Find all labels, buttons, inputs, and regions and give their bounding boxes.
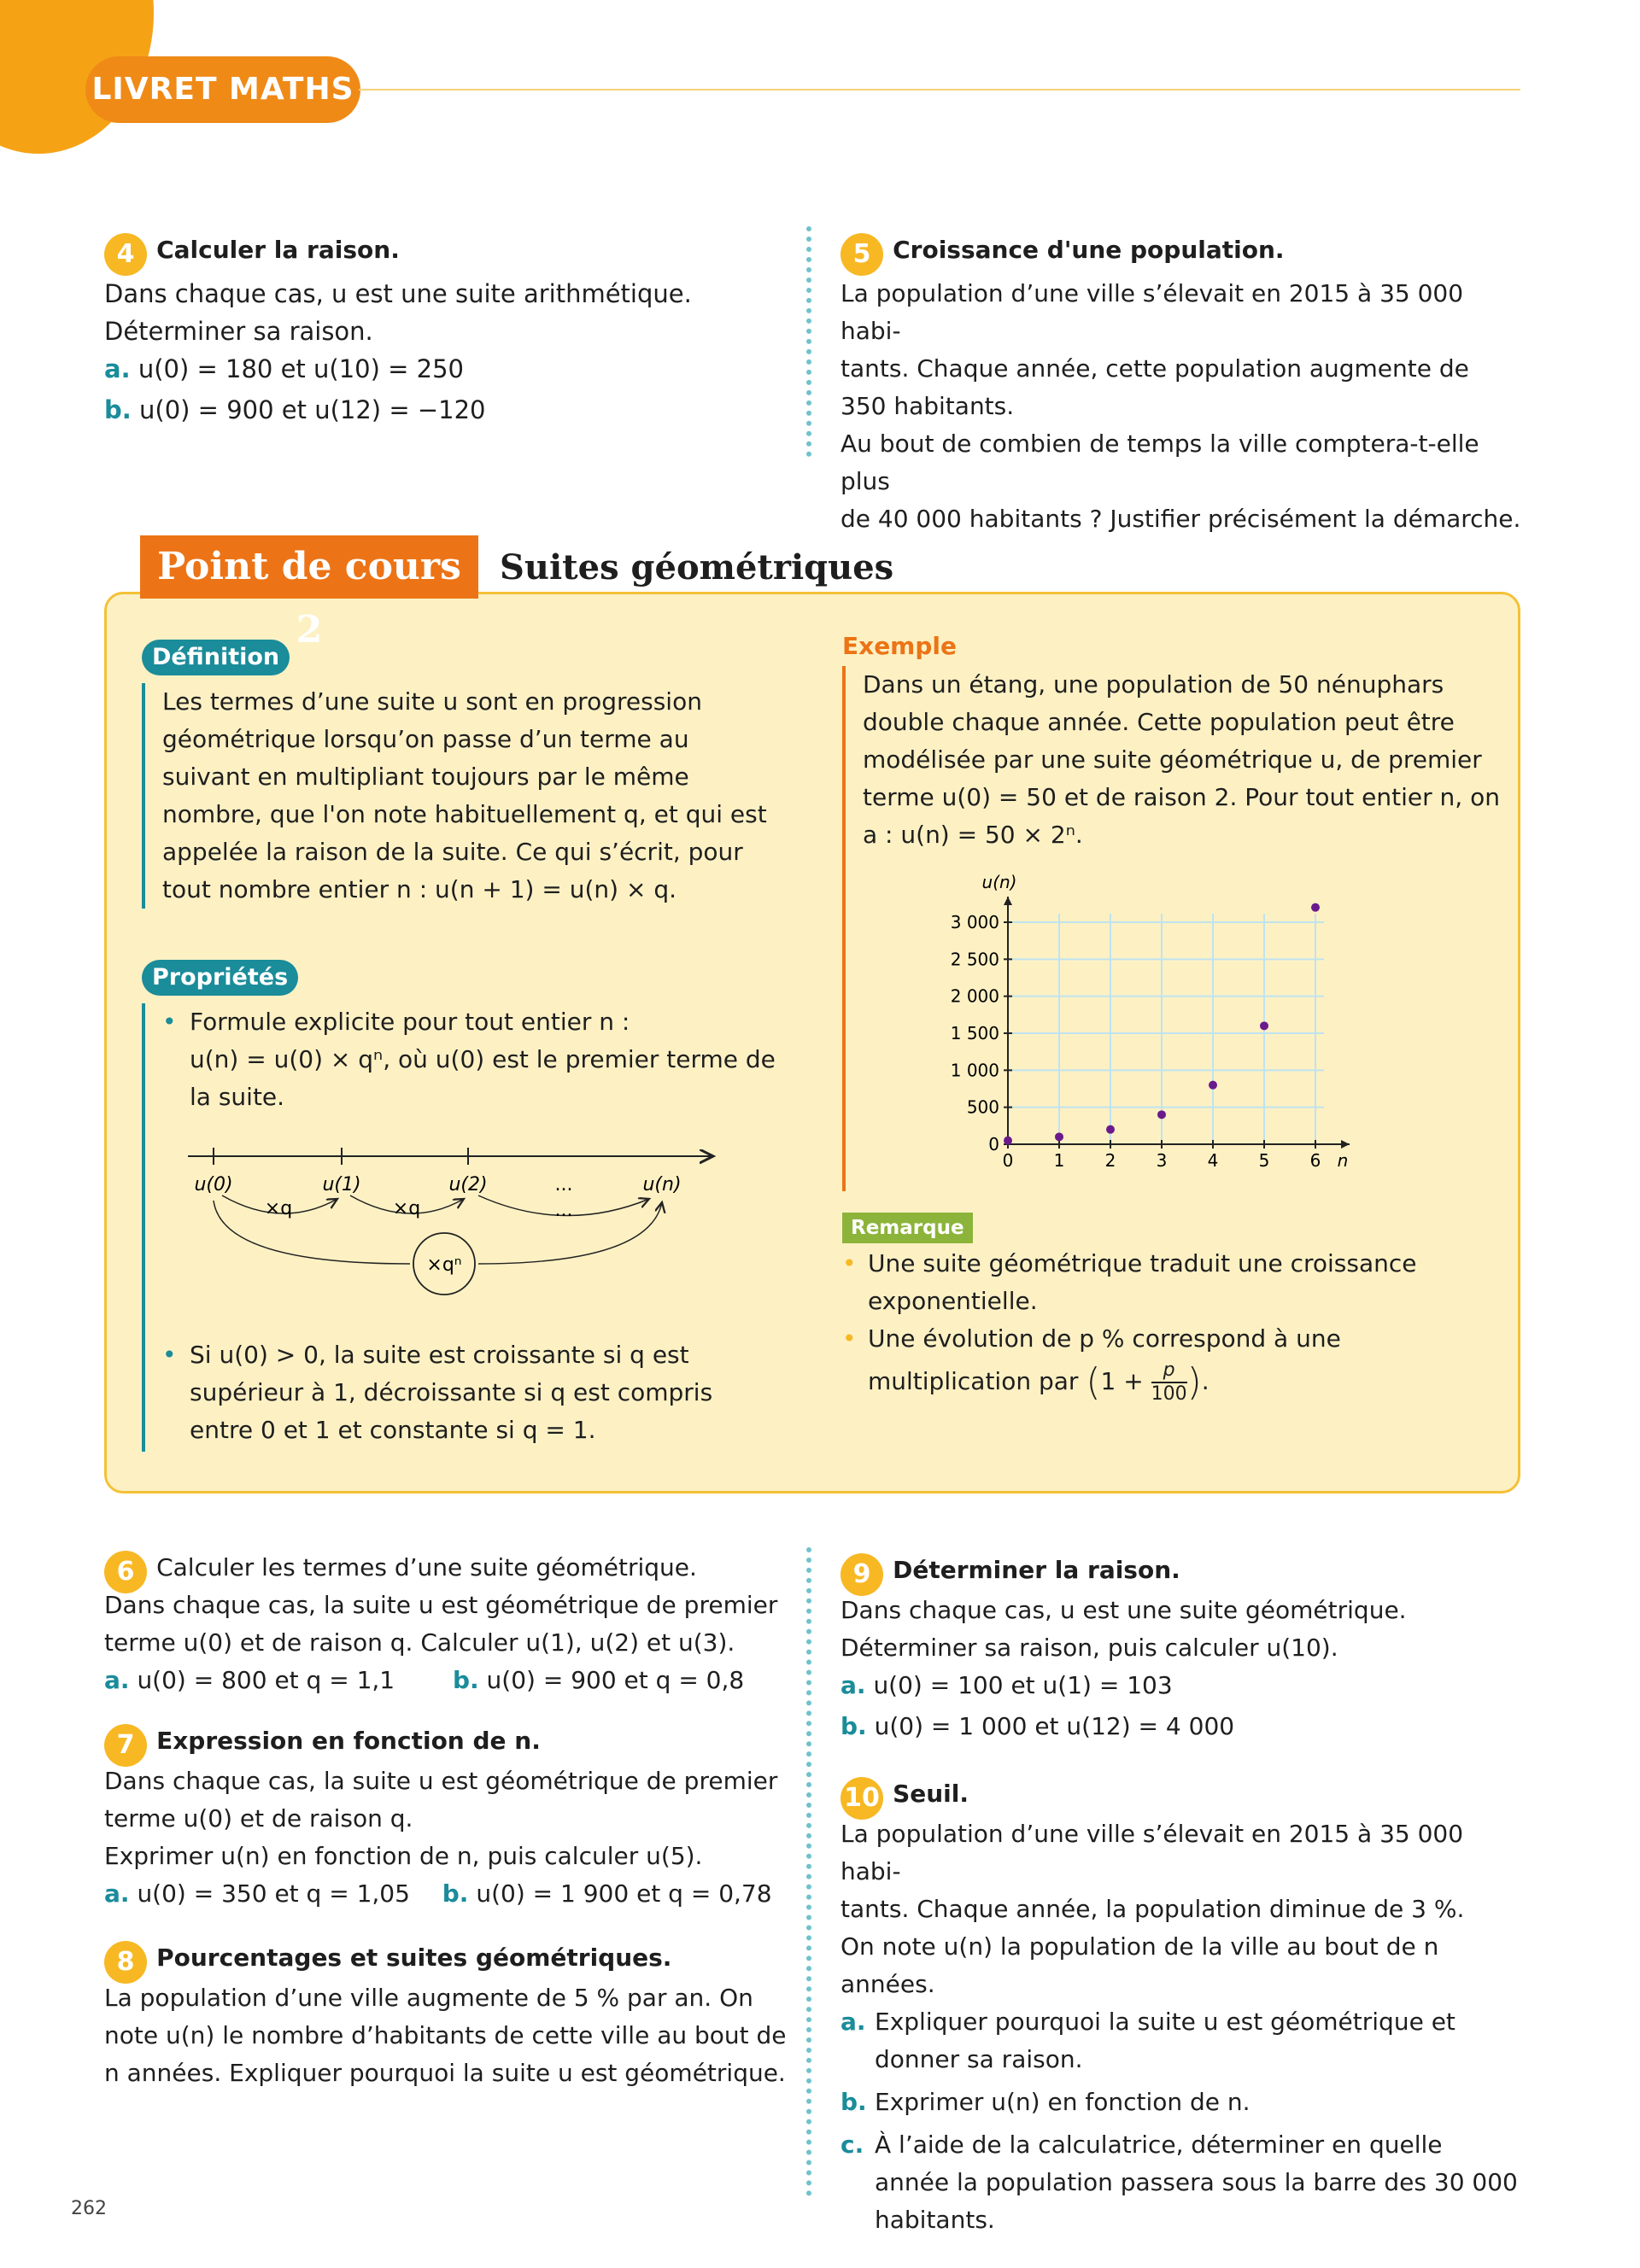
x-axis-label: n bbox=[1337, 1150, 1349, 1171]
bullet-icon: • bbox=[842, 1249, 857, 1277]
text-line: terme u(0) et de raison q. bbox=[104, 1804, 413, 1833]
y-tick-label: 3 000 bbox=[950, 912, 999, 932]
y-axis-label: u(n) bbox=[981, 872, 1017, 892]
exercise-title: Calculer la raison. bbox=[156, 236, 400, 264]
item-label: c. bbox=[840, 2131, 864, 2159]
text-line: La population d’une ville s’élevait en 2015 à 35 000 habi- bbox=[840, 279, 1464, 345]
text-line: Dans chaque cas, u est une suite géométrique. bbox=[840, 1596, 1407, 1624]
text-line: Dans chaque cas, la suite u est géométrique de premier bbox=[104, 1591, 778, 1619]
definition-text bbox=[142, 683, 794, 909]
remarque-block: • Une suite géométrique traduit une croissance exponentielle. • Une évolution de p % correspond à une multiplication par (1 + $\frac{p}{100}$ ). bbox=[842, 1245, 1491, 1406]
item-label: a. bbox=[104, 1879, 130, 1908]
term-label: u(2) bbox=[448, 1174, 488, 1195]
text-line: Expliquer pourquoi la suite u est géométrique et bbox=[875, 2008, 1456, 2036]
data-point bbox=[1260, 1021, 1268, 1030]
data-point bbox=[1004, 1137, 1012, 1145]
item-text: u(0) = 100 et u(1) = 103 bbox=[873, 1671, 1173, 1699]
course-label: Point de cours 2 bbox=[140, 535, 478, 599]
exercise-title: Déterminer la raison. bbox=[893, 1556, 1180, 1584]
text-line: habitants. bbox=[875, 2206, 995, 2234]
column-divider bbox=[806, 1547, 811, 2196]
term-label: u(1) bbox=[322, 1174, 361, 1195]
exercise-title: Seuil. bbox=[893, 1780, 969, 1808]
y-tick-label: 2 500 bbox=[950, 949, 999, 970]
text-line: tants. Chaque année, cette population augmente de bbox=[840, 354, 1469, 383]
text-fragment: . bbox=[1201, 1367, 1210, 1395]
text-line: Formule explicite pour tout entier n : bbox=[190, 1008, 630, 1036]
text-line: nombre, que l'on note habituellement q, et qui est bbox=[162, 800, 767, 828]
item-label: b. bbox=[104, 395, 132, 424]
exercise-7 bbox=[104, 1720, 788, 1913]
text-line: modélisée par une suite géométrique u, de premier bbox=[863, 745, 1482, 774]
definition-tag: Définition bbox=[142, 640, 290, 675]
exercise-title: Pourcentages et suites géométriques. bbox=[156, 1944, 672, 1972]
exercise-9 bbox=[840, 1549, 1524, 1745]
text-line: Exprimer u(n) en fonction de n, puis calculer u(5). bbox=[104, 1842, 703, 1870]
text-line: suivant en multipliant toujours par le même bbox=[162, 763, 689, 791]
text-line: n années. Expliquer pourquoi la suite u est géométrique. bbox=[104, 2059, 786, 2087]
text-line: a : u(n) = 50 × 2ⁿ. bbox=[863, 821, 1083, 849]
text-line: géométrique lorsqu’on passe d’un terme au bbox=[162, 725, 689, 753]
text-line: Une suite géométrique traduit une croissance bbox=[868, 1249, 1417, 1277]
item-text: u(0) = 800 et q = 1,1 bbox=[137, 1666, 395, 1694]
text-line: tants. Chaque année, la population diminue de 3 %. bbox=[840, 1895, 1465, 1923]
text-line: terme u(0) et de raison q. Calculer u(1), u(2) et u(3). bbox=[104, 1628, 735, 1657]
item-text: u(0) = 1 000 et u(12) = 4 000 bbox=[874, 1712, 1235, 1740]
mult-label: ×q bbox=[392, 1198, 421, 1219]
bullet-icon: • bbox=[162, 1341, 177, 1369]
item-label: b. bbox=[452, 1666, 479, 1694]
item-label: a. bbox=[840, 2008, 866, 2036]
text-fragment: multiplication par bbox=[868, 1367, 1079, 1395]
exercise-number: 6 bbox=[104, 1551, 147, 1593]
exemple-label: Exemple bbox=[842, 632, 957, 660]
text-line: Dans chaque cas, u est une suite arithmétique. bbox=[104, 279, 692, 308]
text-line: La population d’une ville augmente de 5 % par an. On bbox=[104, 1984, 753, 2012]
text-line: Une évolution de p % correspond à une bbox=[868, 1324, 1341, 1353]
text-line: donner sa raison. bbox=[875, 2045, 1083, 2073]
proprietes-tag: Propriétés bbox=[142, 960, 298, 996]
item-text: u(0) = 900 et q = 0,8 bbox=[486, 1666, 745, 1694]
exercise-5 bbox=[840, 229, 1524, 538]
text-line: u(n) = u(0) × qⁿ, où u(0) est le premier terme de bbox=[190, 1045, 776, 1073]
item-label: b. bbox=[442, 1879, 469, 1908]
item-label: b. bbox=[840, 1712, 867, 1740]
y-tick-label: 1 500 bbox=[950, 1023, 999, 1043]
fraction bbox=[1151, 1359, 1187, 1406]
y-tick-label: 2 000 bbox=[950, 985, 999, 1007]
item-text: u(0) = 350 et q = 1,05 bbox=[137, 1879, 410, 1908]
text-line: tout nombre entier n : u(n + 1) = u(n) × q. bbox=[162, 875, 676, 903]
text-line: note u(n) le nombre d’habitants de cette ville au bout de bbox=[104, 2021, 787, 2049]
y-tick-label: 500 bbox=[966, 1096, 999, 1118]
exercise-4 bbox=[104, 229, 813, 429]
course-title: Suites géométriques bbox=[500, 547, 894, 587]
exercise-title: Calculer les termes d’une suite géométrique. bbox=[156, 1553, 697, 1581]
x-tick-label: 6 bbox=[1309, 1150, 1321, 1171]
x-tick-label: 1 bbox=[1053, 1150, 1065, 1171]
x-tick-label: 2 bbox=[1104, 1150, 1116, 1171]
fraction-denominator: 100 bbox=[1151, 1383, 1187, 1405]
exercise-6 bbox=[104, 1549, 788, 1699]
text-line: Exprimer u(n) en fonction de n. bbox=[875, 2088, 1250, 2116]
x-tick-label: 3 bbox=[1156, 1150, 1168, 1171]
item-label: a. bbox=[104, 1666, 130, 1694]
scatter-chart bbox=[922, 862, 1401, 1187]
text-line: entre 0 et 1 et constante si q = 1. bbox=[190, 1416, 596, 1444]
remarque-tag: Remarque bbox=[842, 1213, 973, 1243]
x-tick-label: 0 bbox=[1002, 1150, 1014, 1171]
y-tick-label: 1 000 bbox=[950, 1060, 999, 1081]
page-number: 262 bbox=[71, 2198, 107, 2219]
exercise-number: 10 bbox=[840, 1777, 883, 1820]
text-line: terme u(0) = 50 et de raison 2. Pour tout entier n, on bbox=[863, 783, 1500, 811]
y-tick-label: 0 bbox=[988, 1134, 999, 1154]
exercise-number: 5 bbox=[840, 233, 883, 276]
exercise-number: 4 bbox=[104, 233, 147, 276]
item-label: b. bbox=[840, 2088, 867, 2116]
item-text: u(0) = 180 et u(10) = 250 bbox=[138, 354, 465, 383]
text-line: On note u(n) la population de la ville au bout de n années. bbox=[840, 1932, 1439, 1998]
column-divider bbox=[806, 226, 811, 457]
text-line: la suite. bbox=[190, 1083, 285, 1111]
fraction-numerator: p bbox=[1151, 1359, 1187, 1383]
x-axis-arrow bbox=[1341, 1140, 1350, 1149]
mult-label: ×q bbox=[264, 1198, 293, 1219]
x-tick-label: 4 bbox=[1207, 1150, 1219, 1171]
exercise-10 bbox=[840, 1773, 1524, 2239]
text-line: Au bout de combien de temps la ville comptera-t-elle plus bbox=[840, 430, 1479, 495]
text-line: Dans chaque cas, la suite u est géométrique de premier bbox=[104, 1767, 778, 1795]
exercise-number: 9 bbox=[840, 1553, 883, 1596]
text-line: de 40 000 habitants ? Justifier précisément la démarche. bbox=[840, 505, 1521, 533]
exercise-number: 8 bbox=[104, 1941, 147, 1984]
text-line: Si u(0) > 0, la suite est croissante si q est bbox=[190, 1341, 689, 1369]
text-line: Dans un étang, une population de 50 nénuphars bbox=[863, 670, 1444, 699]
text-line: Déterminer sa raison. bbox=[104, 317, 373, 346]
term-label: u(n) bbox=[642, 1174, 682, 1195]
header-rule bbox=[359, 89, 1520, 91]
x-tick-label: 5 bbox=[1258, 1150, 1270, 1171]
exercise-title: Expression en fonction de n. bbox=[156, 1727, 541, 1755]
item-label: a. bbox=[104, 354, 131, 383]
text-line: Déterminer sa raison, puis calculer u(10). bbox=[840, 1634, 1338, 1662]
exercise-number: 7 bbox=[104, 1724, 147, 1767]
mult-label: ... bbox=[554, 1200, 573, 1221]
item-label: a. bbox=[840, 1671, 866, 1699]
text-line: année la population passera sous la barre des 30 000 bbox=[875, 2168, 1518, 2196]
data-point bbox=[1157, 1110, 1166, 1119]
item-text: u(0) = 1 900 et q = 0,78 bbox=[476, 1879, 772, 1908]
exercise-8 bbox=[104, 1937, 788, 2092]
text-line: double chaque année. Cette population peut être bbox=[863, 708, 1455, 736]
text-line: supérieur à 1, décroissante si q est compris bbox=[190, 1378, 713, 1406]
text-line: La population d’une ville s’élevait en 2015 à 35 000 habi- bbox=[840, 1820, 1464, 1885]
data-point bbox=[1311, 903, 1320, 912]
total-label: ×qⁿ bbox=[426, 1254, 462, 1276]
geometric-diagram bbox=[171, 1136, 786, 1306]
data-point bbox=[1055, 1132, 1063, 1141]
text-line: appelée la raison de la suite. Ce qui s’écrit, pour bbox=[162, 838, 743, 866]
term-label: ... bbox=[554, 1174, 573, 1195]
text-line: À l’aide de la calculatrice, déterminer en quelle bbox=[875, 2131, 1443, 2159]
bullet-icon: • bbox=[842, 1324, 857, 1353]
text-line: Les termes d’une suite u sont en progression bbox=[162, 687, 702, 716]
exercise-title: Croissance d'une population. bbox=[893, 236, 1285, 264]
term-label: u(0) bbox=[194, 1174, 233, 1195]
bullet-icon: • bbox=[162, 1008, 177, 1036]
proprietes-block bbox=[142, 1003, 794, 1452]
item-text: u(0) = 900 et u(12) = −120 bbox=[139, 395, 486, 424]
text-fragment: 1 + bbox=[1100, 1367, 1144, 1395]
data-point bbox=[1209, 1081, 1217, 1090]
text-line: 350 habitants. bbox=[840, 392, 1015, 420]
data-point bbox=[1106, 1125, 1115, 1134]
y-axis-arrow bbox=[1004, 897, 1012, 905]
livret-badge: LIVRET MATHS bbox=[85, 56, 360, 123]
text-line: exponentielle. bbox=[868, 1287, 1038, 1315]
